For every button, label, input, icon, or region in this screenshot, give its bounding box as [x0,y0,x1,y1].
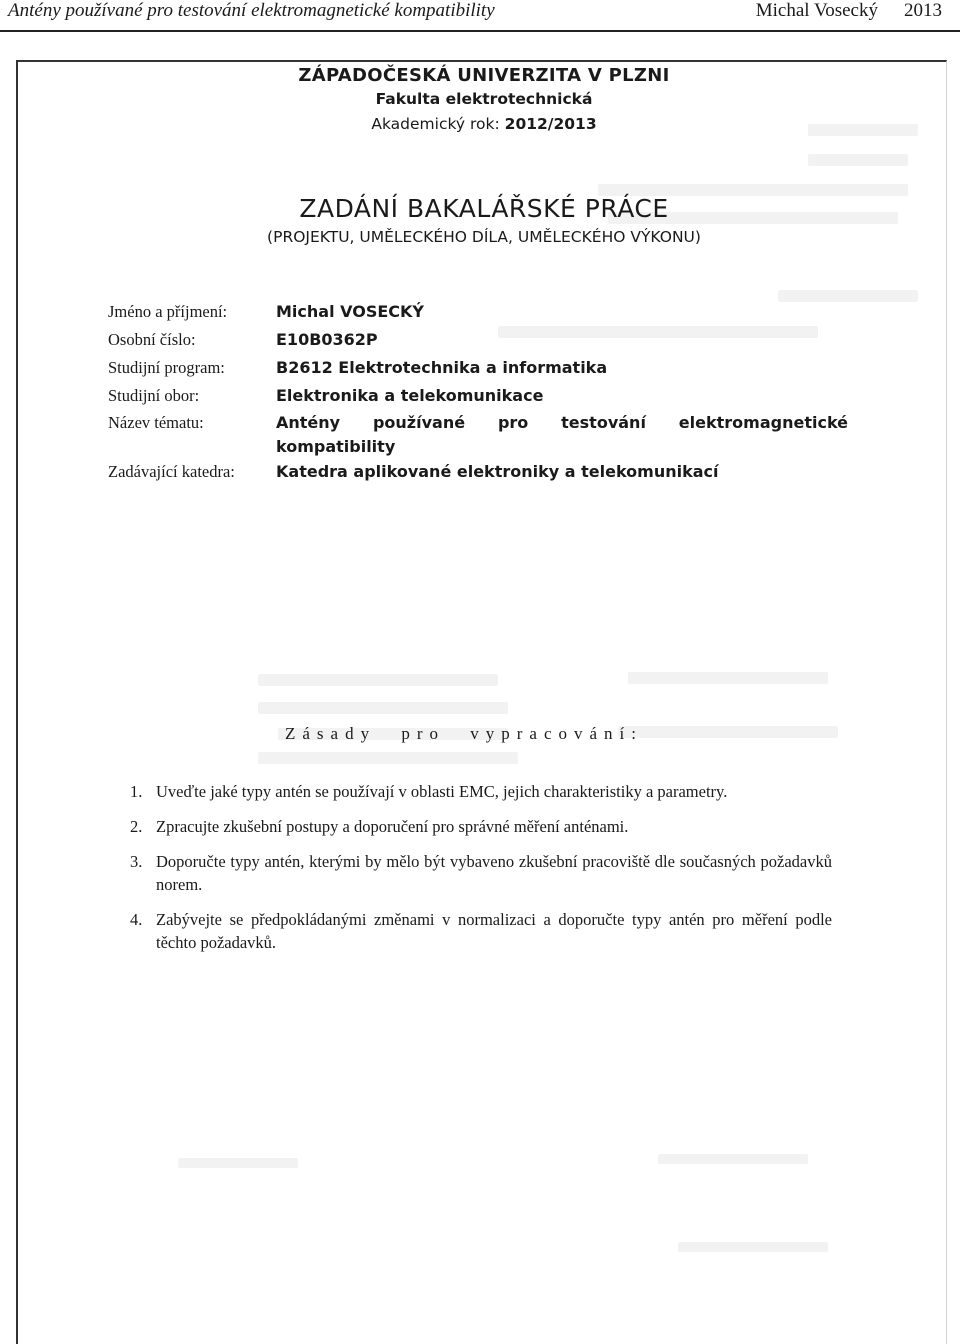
program-value: B2612 Elektrotechnika a informatika [276,358,608,377]
bleed-through [808,154,908,166]
department-label: Zadávající katedra: [108,462,235,481]
bleed-through [258,674,498,686]
assignment-title-block [0,194,960,250]
academic-year-value: 2012/2013 [504,115,597,133]
field-value: Elektronika a telekomunikace [276,386,544,405]
principles-heading: Zásady pro vypracování: [285,724,643,743]
topic-value [276,410,848,458]
assignment-title: ZADÁNÍ BAKALÁŘSKÉ PRÁCE [299,194,669,223]
header-title: Antény používané pro testování elektromagnetické kompatibility [8,0,495,21]
bleed-through [658,1154,808,1164]
topic-value-line2: kompatibility [276,437,396,456]
bleed-through [258,702,508,714]
bleed-through [258,752,518,764]
field-label: Studijní obor: [108,386,200,405]
list-item [130,908,832,954]
info-row-department [108,458,848,486]
item-text: Zabývejte se předpokládanými změnami v normalizaci a doporučte typy antén pro měření podle těchto požadavků. [156,910,832,952]
academic-year-label: Akademický rok: [371,115,500,133]
program-label: Studijní program: [108,358,225,377]
header-author: Michal Vosecký [755,0,878,21]
name-label: Jméno a příjmení: [108,302,228,321]
item-text: Zpracujte zkušební postupy a doporučení pro správné měření anténami. [156,817,629,836]
student-info [108,298,848,486]
info-row-field [108,382,848,410]
list-item [130,815,832,838]
academic-year [0,111,960,137]
topic-label: Název tématu: [108,413,204,432]
item-text: Uveďte jaké typy antén se používají v oblasti EMC, jejich charakteristiky a parametry. [156,782,728,801]
info-row-topic [108,410,848,458]
info-row-program [108,354,848,382]
bleed-through [628,672,828,684]
list-item [130,780,832,803]
page-header [0,0,960,32]
item-number: 1. [130,782,143,801]
assignment-subtitle: (PROJEKTU, UMĚLECKÉHO DÍLA, UMĚLECKÉHO VÝKONU) [267,228,701,246]
faculty-name: Fakulta elektrotechnická [375,90,593,108]
item-text: Doporučte typy antén, kterými by mělo být vybaveno zkušební pracoviště dle současných požadavků norem. [156,852,832,894]
name-value: Michal VOSECKÝ [276,302,425,321]
topic-value-line1: Antény používané pro testování elektromagnetické [276,413,848,432]
scanned-document [16,60,947,1344]
university-name: ZÁPADOČESKÁ UNIVERZITA V PLZNI [298,65,670,86]
id-value: E10B0362P [276,330,378,349]
info-row-id [108,326,848,354]
department-value: Katedra aplikované elektroniky a telekomunikací [276,462,719,481]
id-label: Osobní číslo: [108,330,196,349]
bleed-through [678,1242,828,1252]
header-author-year [730,0,942,22]
university-block [0,64,960,137]
info-row-name [108,298,848,326]
item-number: 4. [130,910,143,929]
principles-list [130,780,832,966]
header-year: 2013 [904,0,942,21]
item-number: 3. [130,852,143,871]
bleed-through [178,1158,298,1168]
item-number: 2. [130,817,143,836]
list-item [130,850,832,896]
